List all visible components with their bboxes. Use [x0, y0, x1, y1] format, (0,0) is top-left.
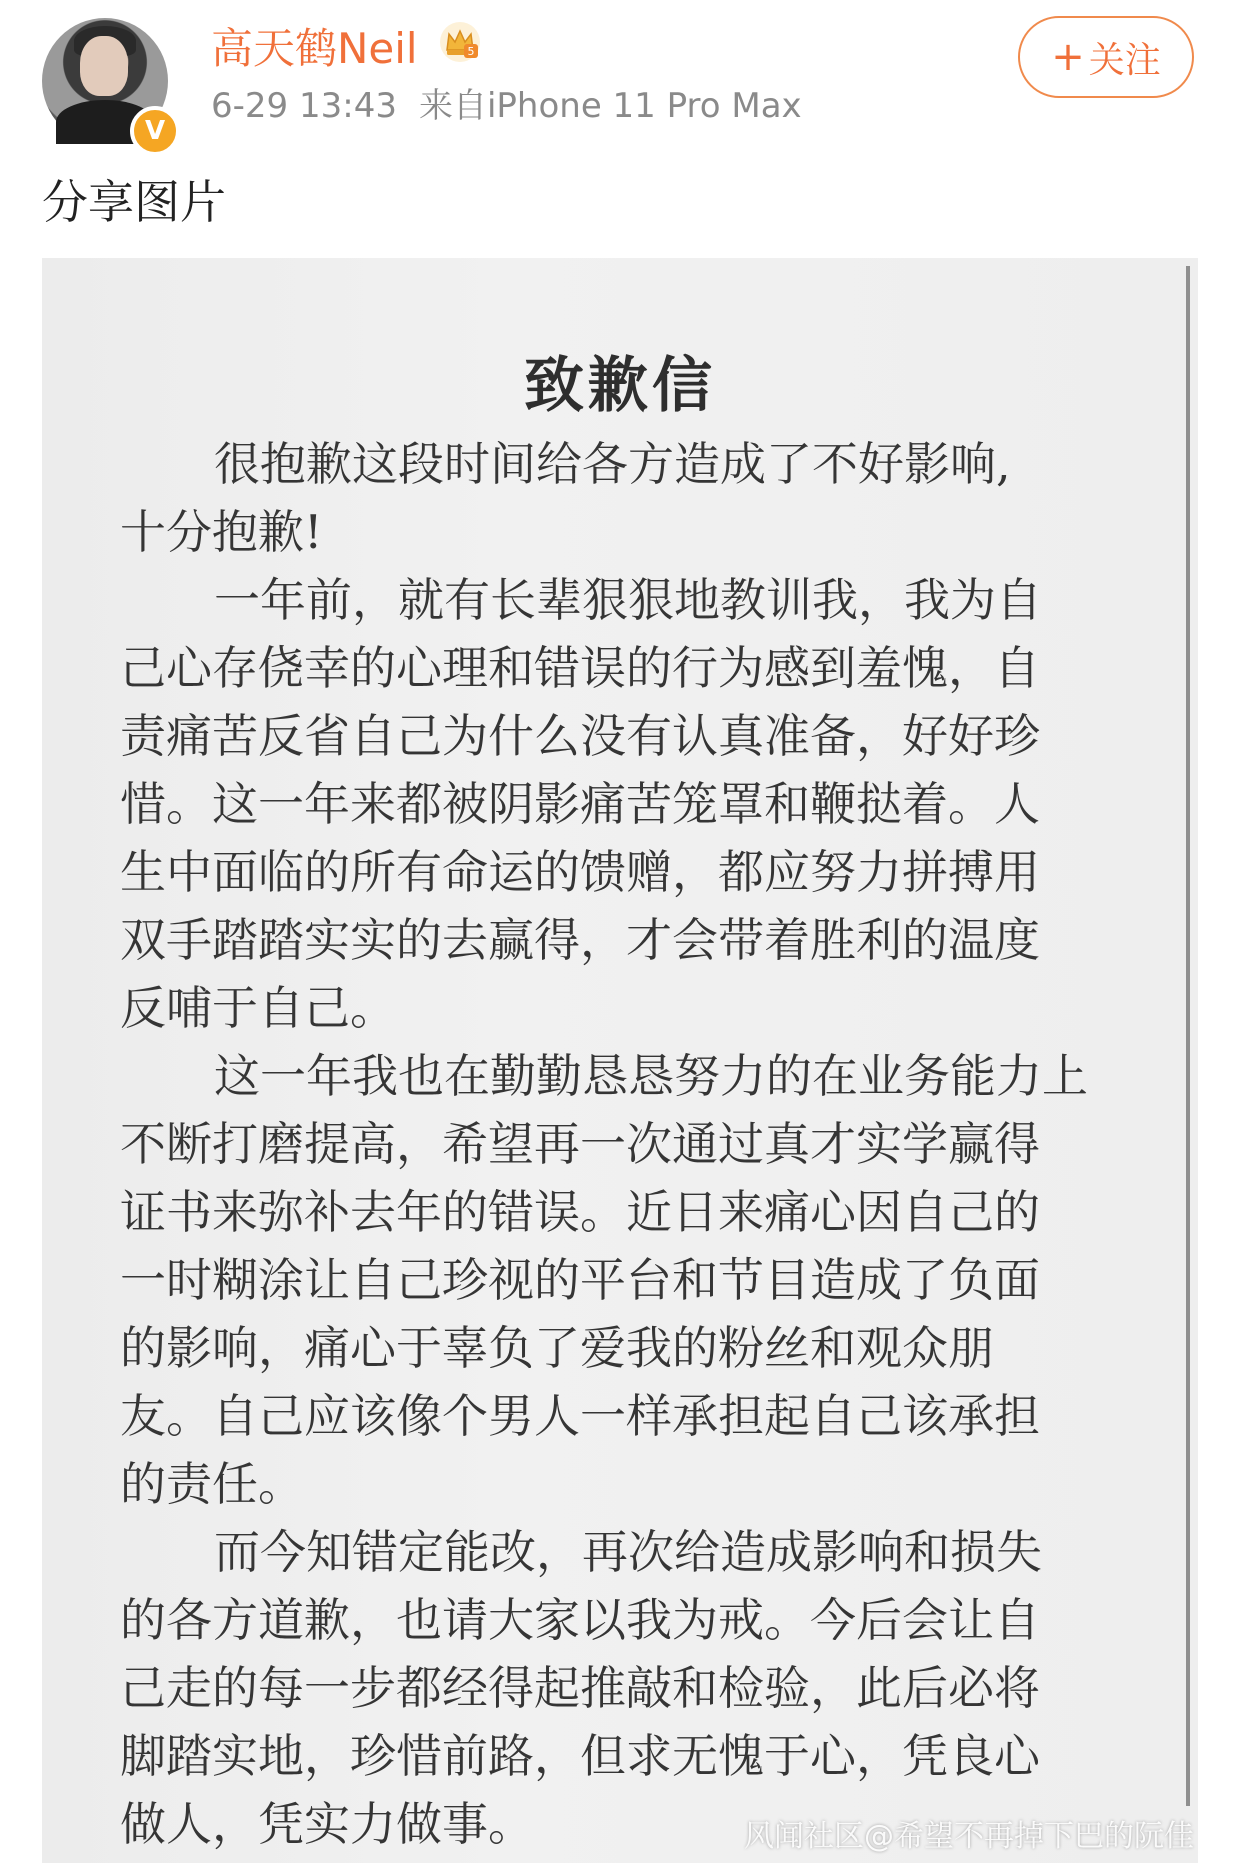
svg-text:5: 5 [467, 45, 475, 58]
watermark: 风闻社区@希望不再掉下巴的阮佳 [744, 1819, 1194, 1854]
letter-line [120, 974, 1160, 1042]
letter-line [120, 838, 1160, 906]
follow-label: 关注 [1088, 39, 1161, 81]
letter-line-text: 反哺于自己。 [120, 981, 396, 1035]
avatar-face [80, 36, 128, 96]
letter-line [120, 498, 1160, 566]
letter-line-text: 不断打磨提高，希望再一次通过真才实学赢得 [120, 1117, 1040, 1171]
letter-line [120, 1722, 1160, 1790]
letter-line [120, 770, 1160, 838]
letter-line [120, 1450, 1160, 1518]
verified-badge-icon: V [130, 106, 180, 156]
letter-line [120, 1110, 1160, 1178]
letter-line [120, 430, 1160, 498]
user-name[interactable]: 高天鹤Neil [211, 24, 418, 73]
letter-line-text: 而今知错定能改，再次给造成影响和损失 [214, 1525, 1042, 1579]
letter-line-text: 一年前，就有长辈狠狠地教训我，我为自 [214, 573, 1042, 627]
letter-line [120, 1518, 1160, 1586]
letter-line-text: 惜。这一年来都被阴影痛苦笼罩和鞭挞着。人 [120, 777, 1040, 831]
letter-line-text: 双手踏踏实实的去赢得，才会带着胜利的温度 [120, 913, 1040, 967]
crown-vip-icon [438, 20, 482, 64]
letter-line-text: 的责任。 [120, 1457, 304, 1511]
letter-line-text: 己心存侥幸的心理和错误的行为感到羞愧，自 [120, 641, 1040, 695]
letter-line-text: 做人，凭实力做事。 [120, 1797, 534, 1851]
letter-line [120, 906, 1160, 974]
letter-line-text: 很抱歉这段时间给各方造成了不好影响, [214, 437, 1011, 491]
letter-line-text: 己走的每一步都经得起推敲和检验，此后必将 [120, 1661, 1040, 1715]
letter-line [120, 566, 1160, 634]
post-image[interactable] [42, 258, 1198, 1863]
avatar[interactable] [42, 18, 168, 144]
plus-icon: + [1051, 34, 1085, 80]
letter-line [120, 1314, 1160, 1382]
letter-title: 致歉信 [524, 351, 716, 421]
letter-line-text: 责痛苦反省自己为什么没有认真准备，好好珍 [120, 709, 1040, 763]
timestamp: 6-29 13:43 [211, 86, 397, 126]
letter-line-text: 的各方道歉，也请大家以我为戒。今后会让自 [120, 1593, 1040, 1647]
post-meta [211, 78, 802, 127]
letter-body [120, 430, 1160, 1858]
letter-line [120, 1246, 1160, 1314]
follow-button[interactable] [1018, 16, 1194, 98]
letter-line [120, 1042, 1160, 1110]
letter-line-text: 生中面临的所有命运的馈赠，都应努力拼搏用 [120, 845, 1040, 899]
letter-line-text: 证书来弥补去年的错误。近日来痛心因自己的 [120, 1185, 1040, 1239]
letter-line-text: 这一年我也在勤勤恳恳努力的在业务能力上 [214, 1049, 1088, 1103]
letter-line [120, 634, 1160, 702]
page-edge-line [1186, 266, 1190, 1806]
letter-line-text: 一时糊涂让自己珍视的平台和节目造成了负面 [120, 1253, 1040, 1307]
post-source: 来自iPhone 11 Pro Max [418, 86, 802, 126]
letter-line [120, 1382, 1160, 1450]
letter-line [120, 1654, 1160, 1722]
post-text: 分享图片 [42, 175, 226, 229]
letter-line-text: 十分抱歉! [120, 505, 323, 559]
letter-line-text: 脚踏实地，珍惜前路，但求无愧于心，凭良心 [120, 1729, 1040, 1783]
letter-line-text: 友。自己应该像个男人一样承担起自己该承担 [120, 1389, 1040, 1443]
letter-line [120, 702, 1160, 770]
letter-line-text: 的影响，痛心于辜负了爱我的粉丝和观众朋 [120, 1321, 994, 1375]
letter-line [120, 1178, 1160, 1246]
letter-line [120, 1586, 1160, 1654]
